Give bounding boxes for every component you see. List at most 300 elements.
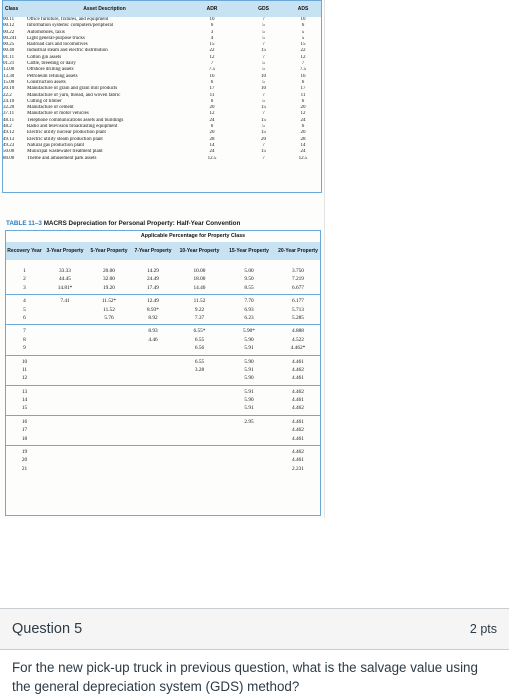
asset-class-code: 00.12 [3,23,15,29]
gds-life: 15 [261,130,266,136]
header-5-year: 5-Year Property [90,248,128,254]
percentage-cell: 6.55 [194,336,205,343]
adr-life: 22 [209,48,215,54]
adr-life: 24 [209,117,215,123]
asset-description: Manufacture of yarn, thread, and woven fabric [27,92,121,98]
recovery-year-cell: 16 [21,418,28,425]
percentage-cell [87,388,131,396]
question-points: 2 pts [469,622,497,636]
macrs-row [6,306,320,314]
asset-description: Manufacture of grain and grain mill products [27,86,118,92]
recovery-year-cell: 6 [23,314,26,321]
adr-life: 12.5 [207,155,217,161]
recovery-year-cell: 19 [21,449,28,456]
recovery-year-cell: 14 [21,397,28,404]
percentage-cell: 11.52 [103,306,115,313]
gds-life: 7 [262,111,265,117]
percentage-cell: 4.461 [292,435,304,442]
percentage-cell [175,456,224,464]
header-ads: ADS [297,5,309,12]
ads-life: 6 [301,79,305,85]
recovery-year-cell: 15 [21,405,28,412]
asset-class-code: 37.11 [3,111,15,117]
recovery-year-cell: 10 [21,358,28,365]
macrs-row-group [6,325,320,355]
adr-life: 12 [209,54,215,60]
percentage-cell: 8.55 [244,284,254,291]
percentage-cell [175,418,224,426]
macrs-table-body [6,265,320,475]
asset-description: Light general-purpose trucks [27,35,85,41]
percentage-cell: 24.49 [147,276,159,283]
percentage-cell: 6.55* [193,328,206,335]
recovery-year-cell: 8 [23,336,26,343]
percentage-cell: 5.713 [292,306,304,313]
gds-life: 15 [261,117,266,123]
ads-life: 12.5 [298,155,308,161]
percentage-cell [87,435,131,443]
macrs-row [6,456,320,464]
percentage-cell [131,426,175,434]
percentage-cell: 5.90* [243,328,255,335]
percentage-cell [131,344,175,352]
percentage-cell [131,358,175,366]
percentage-cell [175,404,224,412]
gds-life: 5 [262,29,265,35]
gds-life: 10 [261,73,266,79]
macrs-row [6,344,320,352]
percentage-cell: 4.462 [292,405,304,412]
percentage-cell: 5.90 [244,397,254,404]
asset-table-header [3,1,321,17]
percentage-cell: 11.52* [101,298,117,305]
percentage-cell [131,396,175,404]
percentage-cell: 5.90 [244,336,254,343]
percentage-cell [87,465,131,473]
percentage-cell [43,374,87,382]
macrs-row-group [6,356,320,386]
asset-description: Information systems: computers/peripheral [27,23,114,29]
macrs-table [5,230,321,516]
recovery-year-cell: 4 [23,298,26,305]
asset-description: Radio and television broadcasting equipment [27,124,118,130]
adr-life: 28 [209,136,215,142]
gds-life: 15 [261,105,266,111]
percentage-cell [43,314,87,322]
ads-life: 5 [301,29,305,35]
percentage-cell: 33.33 [59,268,71,274]
percentage-cell: 5.90 [244,358,254,365]
gds-life: 7 [262,92,265,98]
gds-life: 5 [262,98,265,104]
percentage-cell: 4.461 [292,397,304,404]
asset-class-code: 00.22 [3,29,15,35]
adr-life: 12 [209,111,215,117]
adr-life: 10 [209,17,215,22]
percentage-cell [43,344,87,352]
percentage-cell: 14.81* [57,284,73,291]
percentage-cell [87,396,131,404]
percentage-cell: 6.177 [292,298,304,305]
recovery-year-cell: 1 [23,268,26,274]
percentage-cell [87,448,131,456]
percentage-cell: 14.29 [147,268,159,274]
macrs-row [6,396,320,404]
percentage-cell [43,336,87,344]
macrs-row-group [6,386,320,416]
applicable-percentage-heading: Applicable Percentage for Property Class [140,233,246,239]
asset-description: Municipal wastewater treatment plant [27,149,103,155]
ads-life: 16 [300,73,306,79]
percentage-cell [224,448,274,456]
ads-life: 12 [300,111,306,117]
asset-description: Cattle, breeding or dairy [27,61,76,67]
ads-life: 6 [301,98,305,104]
macrs-row [6,366,320,374]
asset-class-code: 22.2 [3,92,12,98]
percentage-cell: 5.91 [244,405,254,412]
asset-class-code: 24.10 [3,98,15,104]
percentage-cell: 4.462 [292,366,304,373]
header-20-year: 20-Year Property [278,248,318,254]
asset-description: Electric utility nuclear production plant [27,130,106,136]
percentage-cell: 4.461 [292,375,304,382]
gds-life: 15 [261,149,266,155]
header-class: Class [5,5,19,12]
ads-life: 20 [300,130,306,136]
gds-life: 5 [262,23,265,29]
percentage-cell: 3.750 [292,268,304,274]
header-recovery-year: Recovery Year [7,248,42,254]
gds-life: 7 [262,155,265,161]
asset-description: Electric utility steam production plant [27,136,103,142]
percentage-cell: 4.46 [148,336,158,343]
percentage-cell: 5.91 [244,345,254,352]
percentage-cell [87,358,131,366]
table-caption [6,220,240,227]
percentage-cell [43,404,87,412]
macrs-row [6,275,320,283]
macrs-row [6,435,320,443]
percentage-cell: 4.461 [292,358,304,365]
percentage-cell: 6.56 [194,345,205,352]
ads-life: 10 [300,17,306,22]
macrs-row [6,404,320,412]
gds-life: 7 [262,42,265,48]
asset-description: Manufacture of motor vehicles [27,111,89,117]
ads-life: 20 [300,105,306,111]
percentage-cell [87,336,131,344]
adr-life: 7 [210,61,214,67]
table-caption-number: TABLE 11–3 [6,220,42,227]
question-header [0,608,509,650]
recovery-year-cell: 2 [23,276,26,283]
textbook-image [0,0,325,518]
asset-description: Cotton gin assets [27,54,62,60]
percentage-cell [175,448,224,456]
table-caption-text: MACRS Depreciation for Personal Property: Half-Year Convention [43,220,241,227]
macrs-row [6,426,320,434]
gds-life: 7 [262,17,265,22]
ads-life: 6 [301,23,305,29]
percentage-cell [87,456,131,464]
percentage-cell [175,388,224,396]
percentage-cell: 5.76 [104,314,114,321]
percentage-cell [224,426,274,434]
percentage-cell [43,366,87,374]
adr-life: 7.5 [208,67,216,73]
asset-class-code: 00.40 [3,48,15,54]
header-3-year: 3-Year Property [46,248,84,254]
asset-description: Construction assets [27,79,66,85]
asset-class-code: 13.30 [3,73,15,79]
macrs-row [6,284,320,292]
ads-life: 24 [300,117,306,123]
percentage-cell [224,435,274,443]
gds-life: 7 [262,54,265,60]
percentage-cell: 5.00 [244,268,254,274]
macrs-row [6,267,320,275]
percentage-cell [43,396,87,404]
macrs-table-header [6,242,320,260]
percentage-cell: 17.49 [147,284,159,291]
recovery-year-cell: 3 [23,284,26,291]
ads-life: 7 [301,61,305,67]
gds-life: 7 [262,142,265,148]
gds-life: 20 [261,136,266,142]
percentage-cell: 4.461 [292,457,304,464]
percentage-cell: 4.462 [292,449,304,456]
recovery-year-cell: 11 [21,366,28,373]
asset-class-code: 20.10 [3,86,15,92]
macrs-row [6,297,320,305]
percentage-cell [131,435,175,443]
asset-table-body [3,17,321,162]
adr-life: 3 [210,29,214,35]
macrs-row [6,336,320,344]
percentage-cell: 6.23 [244,314,254,321]
percentage-cell [43,306,87,314]
ads-life: 28 [300,136,306,142]
recovery-year-cell: 5 [23,306,26,313]
macrs-row [6,374,320,382]
percentage-cell [87,418,131,426]
percentage-cell: 5.90 [244,375,254,382]
percentage-cell [131,465,175,473]
percentage-cell [43,418,87,426]
percentage-cell [43,327,87,335]
asset-description: Offshore drilling assets [27,67,74,73]
percentage-cell: 6.93 [244,306,254,313]
ads-life: 12 [300,54,306,60]
percentage-cell: 10.00 [193,268,206,274]
asset-class-code: 15.00 [3,79,15,85]
recovery-year-cell: 18 [21,435,28,442]
percentage-cell: 32.00 [103,276,115,283]
header-10-year: 10-Year Property [179,248,220,254]
macrs-row-group [6,265,320,295]
percentage-cell: 12.49 [147,298,159,305]
percentage-cell [131,418,175,426]
recovery-year-cell: 21 [21,465,28,472]
ads-life: 15 [300,42,306,48]
asset-class-code: 49.13 [3,136,15,142]
gds-life: 10 [261,86,266,92]
asset-description: Manufacture of cement [27,105,74,111]
question-text: For the new pick-up truck in previous question, what is the salvage value using the general depreciation system (GDS) method? [12,660,478,694]
percentage-cell: 4.522 [292,336,304,343]
percentage-cell [175,396,224,404]
percentage-cell: 11.52 [193,298,206,305]
percentage-cell: 18.00 [193,276,206,283]
adr-life: 17 [209,86,215,92]
gds-life: 5 [262,67,265,73]
ads-life: 6 [301,124,305,130]
gds-life: 15 [261,48,266,54]
asset-class-code: 50.00 [3,149,15,155]
adr-life: 15 [209,42,215,48]
asset-description: Railroad cars and locomotives [27,42,88,48]
percentage-cell: 2.95 [244,418,254,425]
percentage-cell [224,456,274,464]
percentage-cell: 5.91 [244,388,254,395]
adr-life: 20 [209,105,215,111]
ads-life: 17 [300,86,306,92]
percentage-cell [87,327,131,335]
asset-class-code: 00.11 [3,17,15,22]
asset-class-code: 01.11 [3,54,15,60]
percentage-cell [43,426,87,434]
asset-description: Theme and amusement park assets [27,155,97,161]
percentage-cell [43,465,87,473]
macrs-row-group [6,446,320,475]
percentage-cell [43,435,87,443]
gds-life: 5 [262,79,265,85]
recovery-year-cell: 20 [21,457,28,464]
asset-description: Automobiles, taxis [27,29,65,35]
header-asset-description: Asset Description [83,5,126,12]
percentage-cell: 9.22 [194,306,205,313]
macrs-row-group [6,295,320,325]
asset-description: Petroleum refining assets [27,73,78,79]
adr-life: 6 [210,23,214,29]
percentage-cell [131,374,175,382]
header-adr: ADR [206,5,218,12]
asset-class-code: 00.25 [3,42,15,48]
recovery-year-cell: 7 [23,328,26,335]
percentage-cell: 20.00 [103,268,115,274]
percentage-cell: 8.92 [148,314,158,321]
gds-life: 5 [262,124,265,130]
percentage-cell: 4.462 [292,388,304,395]
percentage-cell: 3.28 [194,366,205,373]
percentage-cell [131,366,175,374]
asset-class-code: 32.20 [3,105,15,111]
header-7-year: 7-Year Property [134,248,172,254]
asset-class-code: 80.00 [3,155,15,161]
percentage-cell [131,456,175,464]
asset-description: Office furniture, fixtures, and equipment [27,17,109,22]
recovery-year-cell: 13 [21,388,28,395]
percentage-cell [87,426,131,434]
percentage-cell: 5.285 [292,314,304,321]
percentage-cell: 7.219 [292,276,304,283]
ads-life: 7.5 [299,67,307,73]
adr-life: 24 [209,149,215,155]
asset-class-table [2,0,322,193]
macrs-row [6,465,320,473]
header-gds: GDS [258,5,269,12]
percentage-cell: 6.55 [194,358,205,365]
recovery-year-cell: 9 [23,345,26,352]
ads-life: 14 [300,142,306,148]
asset-class-code: 49.12 [3,130,15,136]
macrs-row [6,448,320,456]
macrs-row [6,327,320,335]
percentage-cell: 44.45 [59,276,71,283]
percentage-cell: 7.70 [244,298,254,305]
percentage-cell: 7.37 [194,314,205,321]
asset-class-code: 48.11 [3,117,15,123]
ads-life: 11 [300,92,306,98]
recovery-year-cell: 12 [21,375,28,382]
percentage-cell [224,465,274,473]
percentage-cell [87,366,131,374]
percentage-cell: 9.50 [244,276,254,283]
macrs-row [6,388,320,396]
gds-life: 5 [262,61,265,67]
percentage-cell [43,448,87,456]
macrs-row [6,418,320,426]
ads-life: 22 [300,48,306,54]
percentage-cell: 6.677 [292,284,304,291]
asset-description: Cutting of timber [27,98,62,104]
percentage-cell [87,404,131,412]
asset-description: Industrial steam and electric distribution [27,48,108,54]
asset-class-code: 48.2 [3,124,12,130]
percentage-cell [43,388,87,396]
percentage-cell: 19.20 [103,284,115,291]
adr-life: 20 [209,130,215,136]
asset-class-code: 00.241 [3,35,17,41]
percentage-cell [87,344,131,352]
gds-life: 5 [262,35,265,41]
asset-class-code: 13.00 [3,67,15,73]
percentage-cell [131,448,175,456]
macrs-row [6,358,320,366]
ads-life: 5 [301,35,305,41]
percentage-cell [43,358,87,366]
adr-life: 4 [210,35,214,41]
question-title: Question 5 [12,621,83,637]
percentage-cell: 14.40 [193,284,206,291]
percentage-cell [87,374,131,382]
percentage-cell: 5.91 [244,366,254,373]
percentage-cell [131,404,175,412]
percentage-cell: 4.461 [292,418,304,425]
asset-description: Telephone communications assets and buildings [27,117,124,123]
recovery-year-cell: 17 [21,427,28,434]
percentage-cell [175,374,224,382]
percentage-cell [175,465,224,473]
macrs-row-group [6,416,320,446]
percentage-cell: 8.93* [147,306,159,313]
header-15-year: 15-Year Property [229,248,269,254]
asset-row [3,156,321,162]
ads-life: 24 [300,149,306,155]
asset-class-code: 01.21 [3,61,15,67]
asset-description: Natural gas production plant [27,142,85,148]
